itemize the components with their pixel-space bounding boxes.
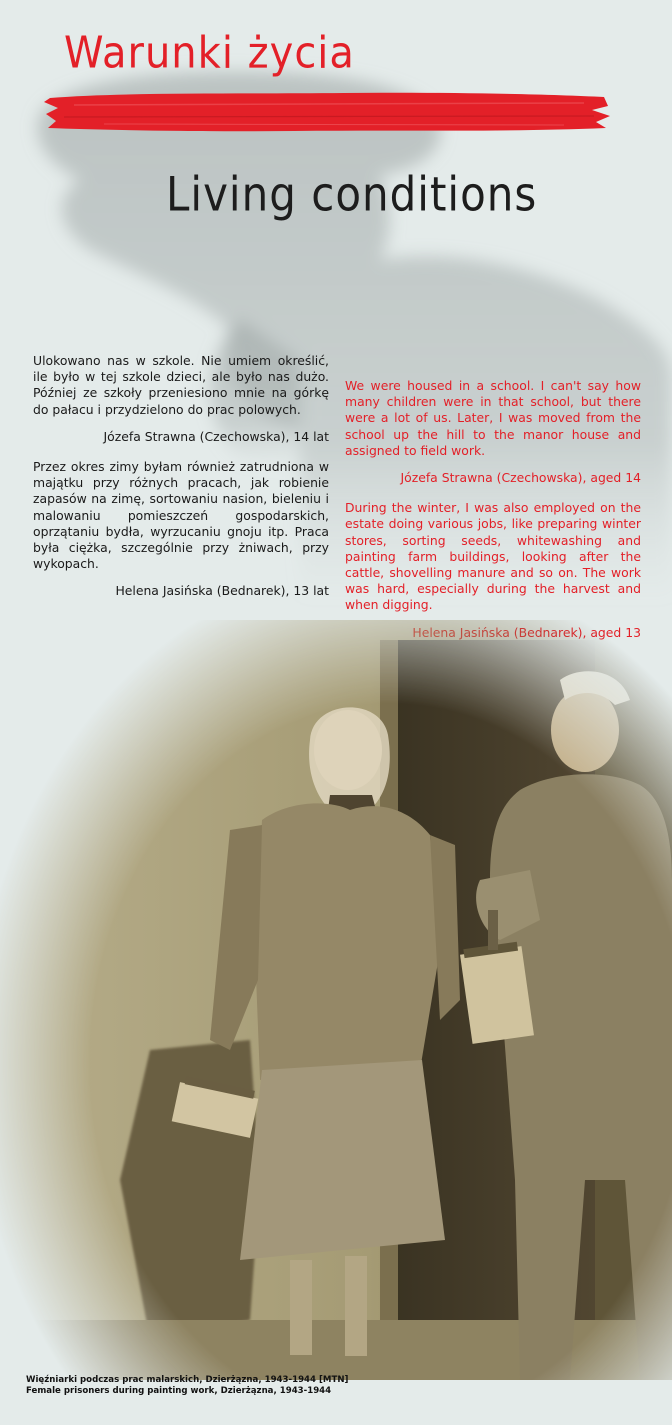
english-quote-1: We were housed in a school. I can't say how many children were in that school, but there were a lot of us. Later, I was moved from the school up the hill to the manor house and assigned to field work. xyxy=(345,378,641,458)
polish-text-column xyxy=(33,353,329,614)
english-text-column xyxy=(345,378,641,655)
historical-photo xyxy=(0,620,672,1425)
title-polish: Warunki życia xyxy=(64,27,355,79)
polish-quote-2: Przez okres zimy byłam również zatrudniona w majątku przy różnych pracach, jak robienie zapasów na zimę, sortowaniu nasion, bieleniu i malowaniu pomieszczeń gospodarskich, oprzątaniu bydła, wyrzucaniu gnoju itp. Praca była ciężka, szczególnie przy żniwach, przy wykopach. xyxy=(33,459,329,572)
polish-quote-1: Ulokowano nas w szkole. Nie umiem określić, ile było w tej szkole dzieci, ale było nas dużo. Później ze szkoły przeniesiono mnie na górkę do pałacu i przydzielono do prac polowych. xyxy=(33,353,329,417)
caption-polish: Więźniarki podczas prac malarskich, Dzierżązna, 1943-1944 [MTN] xyxy=(26,1375,349,1385)
polish-signature-2: Helena Jasińska (Bednarek), 13 lat xyxy=(115,583,329,599)
red-brush-stroke xyxy=(44,88,610,136)
caption-english: Female prisoners during painting work, Dzierżązna, 1943-1944 xyxy=(26,1386,332,1396)
photo-caption xyxy=(26,1375,348,1397)
polish-signature-1: Józefa Strawna (Czechowska), 14 lat xyxy=(103,428,329,444)
title-english: Living conditions xyxy=(166,167,538,222)
english-quote-2: During the winter, I was also employed on the estate doing various jobs, like preparing winter stores, sorting seeds, whitewashing and painting farm buildings, looking after the cattle, shovelling manure and so on. The work was hard, especially during the harvest and when digging. xyxy=(345,500,641,613)
english-signature-1: Józefa Strawna (Czechowska), aged 14 xyxy=(400,470,641,486)
